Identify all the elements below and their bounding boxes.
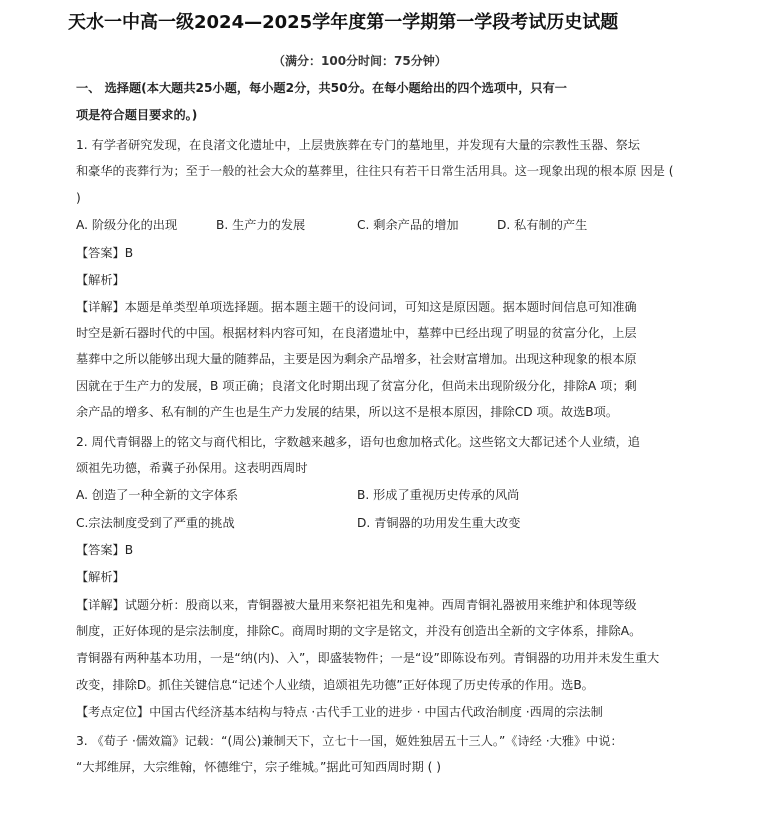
q3-stem-line: “大邦维屏，大宗维翰，怀德维宁，宗子维城。”据此可知西周时期 ( ) bbox=[76, 760, 442, 774]
q3-stem-line: 3. 《荀子 ·儒效篇》记载：“(周公)兼制天下，立七十一国，姬姓独居五十三人。”《诗经 ·大雅》中说： bbox=[76, 734, 623, 748]
q1-stem-line: 和豪华的丧葬行为；至于一般的社会大众的墓葬里，往往只有若干日常生活用具。这一现象出现的根本原 因是 ( bbox=[76, 164, 674, 178]
q1-option-a: A. 阶级分化的出现 bbox=[76, 218, 178, 232]
q2-kaodian: 【考点定位】中国古代经济基本结构与特点 ·古代手工业的进步 · 中国古代政治制度 ·西周的宗法制 bbox=[76, 705, 603, 719]
q2-option-d: D. 青铜器的功用发生重大改变 bbox=[357, 516, 521, 530]
q2-stem-line: 2. 周代青铜器上的铭文与商代相比，字数越来越多，语句也愈加格式化。这些铭文大都记述个人业绩，追 bbox=[76, 435, 640, 449]
q1-option-c: C. 剩余产品的增加 bbox=[357, 218, 459, 232]
q2-answer: 【答案】B bbox=[76, 543, 134, 557]
q2-analysis-label: 【解析】 bbox=[76, 570, 125, 584]
q1-detail-line: 时空是新石器时代的中国。根据材料内容可知，在良渚遗址中，墓葬中已经出现了明显的贫富分化，上层 bbox=[76, 326, 637, 340]
q2-option-b: B. 形成了重视历史传承的风尚 bbox=[357, 488, 520, 502]
q1-detail-line: 墓葬中之所以能够出现大量的随葬品，主要是因为剩余产品增多，社会财富增加。出现这种现象的根本原 bbox=[76, 352, 637, 366]
q2-detail-line: 制度，正好体现的是宗法制度，排除C。商周时期的文字是铭文，并没有创造出全新的文字体系，排除A。 bbox=[76, 624, 642, 638]
q2-detail-line: 改变，排除D。抓住关键信息“记述个人业绩，追颂祖先功德”正好体现了历史传承的作用。选B。 bbox=[76, 678, 594, 692]
q1-option-b: B. 生产力的发展 bbox=[216, 218, 306, 232]
q2-stem-line: 颂祖先功德，希冀子孙保用。这表明西周时 bbox=[76, 461, 308, 475]
q1-detail-line: 余产品的增多、私有制的产生也是生产力发展的结果，所以这不是根本原因，排除CD 项。故选B项。 bbox=[76, 405, 619, 419]
page-title: 天水一中高一级2024—2025学年度第一学期第一学段考试历史试题 bbox=[68, 12, 619, 33]
q2-option-a: A. 创造了一种全新的文字体系 bbox=[76, 488, 239, 502]
q1-detail-line: 因就在于生产力的发展，B 项正确；良渚文化时期出现了贫富分化，但尚未出现阶级分化，排除A 项；剩 bbox=[76, 379, 637, 393]
q1-answer: 【答案】B bbox=[76, 246, 134, 260]
q1-stem-line: 1. 有学者研究发现，在良渚文化遗址中，上层贵族葬在专门的墓地里，并发现有大量的宗教性玉器、祭坛 bbox=[76, 138, 640, 152]
q1-option-d: D. 私有制的产生 bbox=[497, 218, 588, 232]
q1-detail-line: 【详解】本题是单类型单项选择题。据本题主题干的设问词，可知这是原因题。据本题时间信息可知准确 bbox=[76, 300, 637, 314]
q1-stem-line: ) bbox=[76, 191, 81, 205]
q2-detail-line: 【详解】试题分析：殷商以来，青铜器被大量用来祭祀祖先和鬼神。西周青铜礼器被用来维护和体现等级 bbox=[76, 598, 637, 612]
q2-option-c: C.宗法制度受到了严重的挑战 bbox=[76, 516, 235, 530]
q2-detail-line: 青铜器有两种基本功用，一是“纳(内)、入”，即盛装物件；一是“设”即陈设布列。青铜器的功用并未发生重大 bbox=[76, 651, 660, 665]
section-heading-line2: 项是符合题目要求的。) bbox=[76, 108, 198, 122]
exam-info-subtitle: （满分：100分时间：75分钟） bbox=[273, 54, 447, 68]
q1-analysis-label: 【解析】 bbox=[76, 273, 125, 287]
section-heading-line1: 一、 选择题(本大题共25小题，每小题2分，共50分。在每小题给出的四个选项中，只有一 bbox=[76, 81, 567, 95]
